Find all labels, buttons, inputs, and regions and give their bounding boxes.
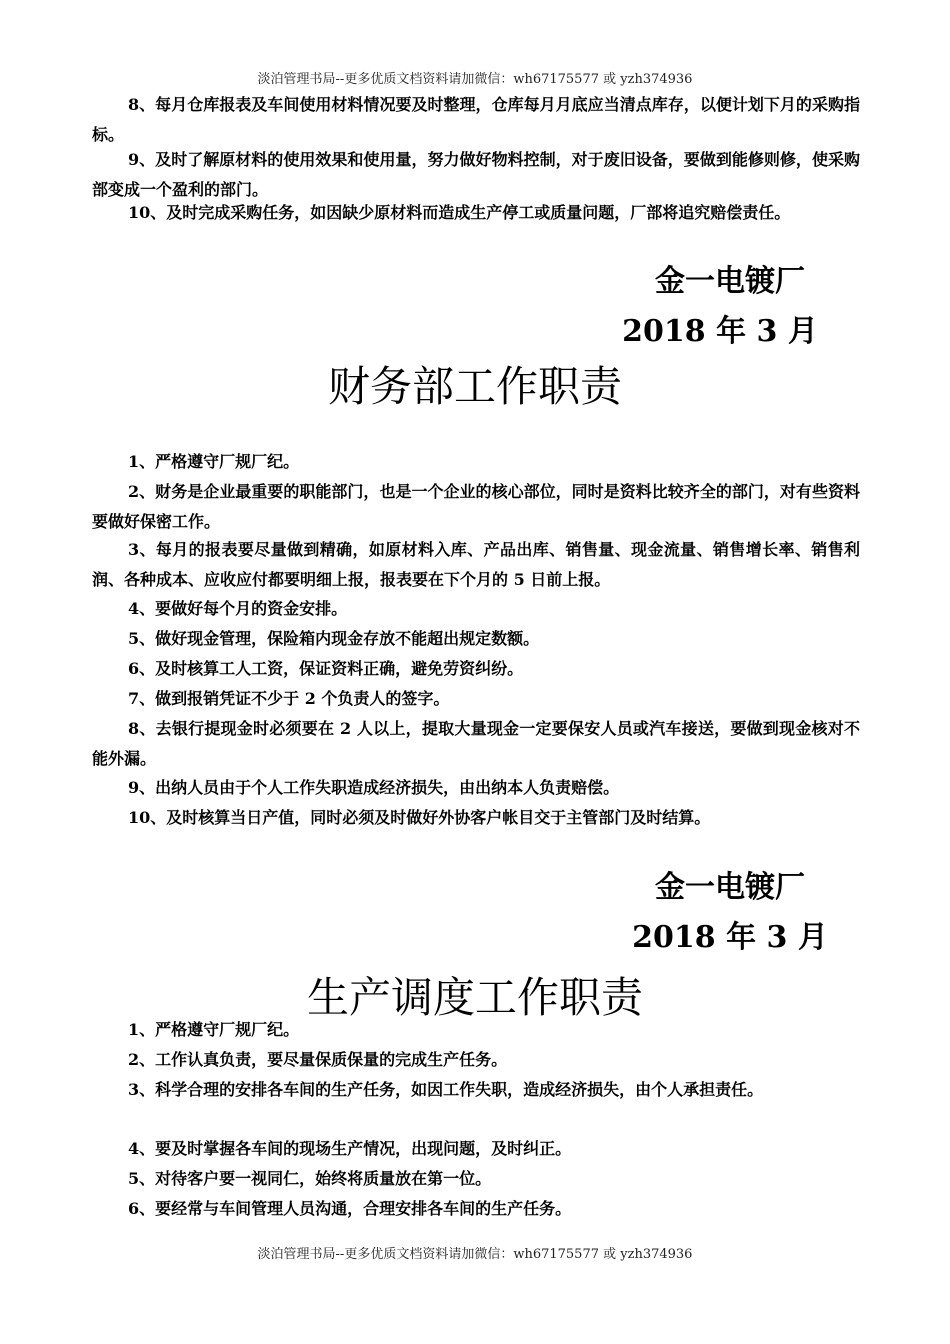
list-item: 6、及时核算工人工资，保证资料正确，避免劳资纠纷。	[128, 659, 524, 678]
list-item: 1、严格遵守厂规厂纪。	[128, 1020, 300, 1039]
page-header: 淡泊管理书局--更多优质文档资料请加微信：wh67175577 或 yzh374936	[257, 72, 693, 87]
list-item: 5、做好现金管理，保险箱内现金存放不能超出规定数额。	[128, 629, 540, 648]
section-title-finance: 财务部工作职责	[327, 362, 622, 411]
list-item: 10、及时核算当日产值，同时必须及时做好外协客户帐目交于主管部门及时结算。	[128, 808, 711, 827]
list-item: 4、要及时掌握各车间的现场生产情况，出现问题，及时纠正。	[128, 1139, 572, 1158]
list-item: 8、去银行提现金时必须要在 2 人以上，提取大量现金一定要保安人员或汽车接送，要做到现金核对不能外漏。	[92, 719, 860, 768]
page-footer: 淡泊管理书局--更多优质文档资料请加微信：wh67175577 或 yzh374936	[257, 1247, 693, 1262]
list-item: 9、出纳人员由于个人工作失职造成经济损失，由出纳本人负责赔偿。	[128, 778, 620, 797]
list-item: 9、及时了解原材料的使用效果和使用量，努力做好物料控制，对于废旧设备，要做到能修则修，使采购部变成一个盈利的部门。	[92, 150, 860, 199]
list-item: 3、每月的报表要尽量做到精确，如原材料入库、产品出库、销售量、现金流量、销售增长率、销售利润、各种成本、应收应付都要明细上报，报表要在下个月的 5 日前上报。	[92, 540, 860, 589]
list-item: 7、做到报销凭证不少于 2 个负责人的签字。	[128, 689, 450, 708]
signature-company: 金一电镀厂	[655, 870, 805, 905]
list-item: 1、严格遵守厂规厂纪。	[128, 452, 300, 471]
signature-date: 2018 年 3 月	[622, 314, 818, 349]
list-item: 6、要经常与车间管理人员沟通，合理安排各车间的生产任务。	[128, 1199, 572, 1218]
list-item: 5、对待客户要一视同仁，始终将质量放在第一位。	[128, 1169, 492, 1188]
signature-company: 金一电镀厂	[655, 264, 805, 299]
section-title-production: 生产调度工作职责	[306, 973, 643, 1022]
signature-date: 2018 年 3 月	[632, 920, 828, 955]
list-item: 8、每月仓库报表及车间使用材料情况要及时整理，仓库每月月底应当清点库存，以便计划下月的采购指标。	[92, 95, 860, 144]
list-item: 3、科学合理的安排各车间的生产任务，如因工作失职，造成经济损失，由个人承担责任。	[128, 1080, 764, 1099]
list-item: 4、要做好每个月的资金安排。	[128, 599, 348, 618]
list-item: 10、及时完成采购任务，如因缺少原材料而造成生产停工或质量问题，厂部将追究赔偿责任。	[128, 203, 791, 222]
list-item: 2、工作认真负责，要尽量保质保量的完成生产任务。	[128, 1050, 508, 1069]
list-item: 2、财务是企业最重要的职能部门，也是一个企业的核心部位，同时是资料比较齐全的部门，对有些资料要做好保密工作。	[92, 482, 860, 531]
